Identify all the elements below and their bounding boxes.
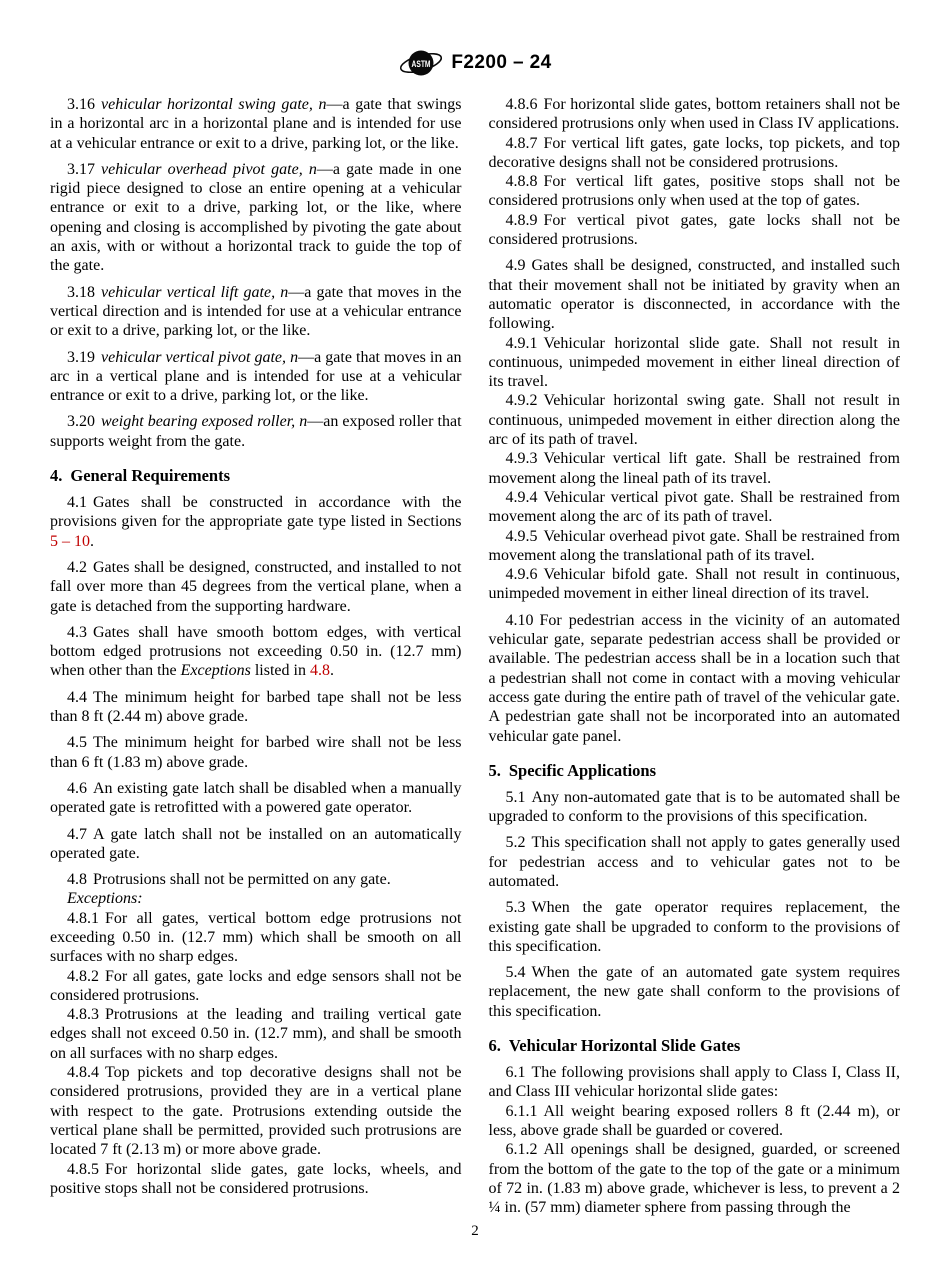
text-segment: weight bearing exposed roller, n (101, 413, 308, 431)
text-segment: Vehicular vertical lift gate. Shall be restrained from movement along the lineal path of its travel. (488, 450, 900, 487)
clause-4-3 (50, 623, 462, 681)
clause-number: 4.8.8 (505, 173, 538, 191)
text-segment: For vertical pivot gates, gate locks shall not be considered protrusions. (488, 211, 900, 249)
clause-5-2 (489, 833, 901, 891)
clause-number: 4.8.9 (505, 211, 538, 229)
text-segment: General Requirements (70, 466, 231, 486)
definition-3-17 (50, 160, 462, 276)
text-segment: For all gates, vertical bottom edge protrusions not exceeding 0.50 in. (12.7 mm) which shall be smooth on all surfaces with no sharp edges. (50, 909, 462, 966)
clause-4-6 (50, 779, 462, 818)
definition-3-16 (50, 95, 462, 153)
text-segment: A gate latch shall not be installed on an automatically operated gate. (50, 825, 462, 862)
clause-number: 4.1 (67, 494, 87, 512)
clause-number: 6.1.1 (505, 1102, 538, 1120)
clause-number: 6.1.2 (505, 1141, 538, 1159)
text-segment: Exceptions: (67, 890, 143, 908)
clause-number: 5.3 (505, 899, 526, 917)
text-segment: Vehicular Horizontal Slide Gates (508, 1036, 741, 1056)
text-segment: —a gate that moves in the vertical direction and is intended for use at a vehicular entrance or exit to a drive, parking lot, or the like. (50, 283, 462, 340)
clause-number: 5.1 (505, 788, 526, 806)
text-segment: Exceptions (180, 662, 251, 680)
text-segment: —an exposed roller that supports weight from the gate. (50, 413, 462, 450)
text-segment: vehicular vertical lift gate, n (101, 283, 289, 301)
clause-number: 4.2 (67, 558, 87, 576)
clause-5-4 (489, 963, 901, 1021)
text-segment: For pedestrian access in the vicinity of an automated vehicular gate, separate pedestrian access shall be provided or available. The pedestrian access shall be in a location such that a pedestrian shall not come in contact with a moving vehicular access gate during the entire path of travel of the vehicular gate. A pedestrian gate shall not be incorporated into an automated vehicular gate panel. (488, 611, 900, 745)
clause-number: 4.8.5 (67, 1160, 99, 1178)
clause-5-1 (489, 788, 901, 827)
clause-number: 5. (488, 760, 501, 780)
clause-number: 3.20 (67, 413, 95, 431)
clause-4-8-3 (50, 1005, 462, 1063)
clause-number: 4.10 (505, 611, 534, 629)
text-segment: listed in (250, 662, 310, 680)
text-segment: Vehicular horizontal swing gate. Shall not result in continuous, unimpeded movement in either direction along the arc of its path of travel. (488, 392, 900, 449)
page-number: 2 (471, 1223, 479, 1239)
clause-4-5 (50, 733, 462, 772)
text-segment: Top pickets and top decorative designs shall not be considered protrusions, provided they are in a vertical plane with respect to the gate. Protrusions extending outside the vertical plane shall be permitted, provided such protrusions are located 7 ft (2.13 m) or more above grade. (50, 1064, 462, 1159)
heading-5 (489, 761, 901, 781)
clause-4-8-6 (489, 95, 901, 134)
text-segment: All weight bearing exposed rollers 8 ft (2.44 m), or less, above grade shall be guarded or covered. (488, 1102, 900, 1139)
cross-reference-link[interactable]: 4.8 (309, 662, 330, 680)
text-segment: Specific Applications (508, 760, 657, 780)
text-segment: The minimum height for barbed wire shall not be less than 6 ft (1.83 m) above grade. (50, 734, 462, 771)
text-segment: Gates shall be designed, constructed, and installed such that their movement shall not be initiated by gravity when an automatic operator is disconnected, in accordance with the following. (488, 257, 900, 333)
clause-4-9-1 (489, 334, 901, 392)
text-segment: Vehicular bifold gate. Shall not result in continuous, unimpeded movement in either lineal direction of its travel. (488, 566, 900, 603)
cross-reference-link[interactable]: 5 – 10 (50, 532, 90, 550)
definition-3-19 (50, 348, 462, 406)
text-segment: For vertical lift gates, positive stops shall not be considered protrusions only when used at the top of gates. (488, 173, 900, 210)
clause-4-8-5 (50, 1160, 462, 1199)
text-segment: The minimum height for barbed tape shall not be less than 8 ft (2.44 m) above grade. (50, 688, 462, 726)
heading-4 (50, 466, 462, 486)
clause-number: 5.2 (505, 834, 526, 852)
text-segment: Gates shall be designed, constructed, and installed to not fall over more than 45 degrees from the vertical plane, when a gate is detached from the supporting hardware. (50, 558, 462, 615)
clause-6-1-2 (489, 1140, 901, 1217)
document-body (50, 95, 900, 1217)
clause-number: 4.8.2 (67, 967, 99, 985)
clause-4-9-5 (489, 527, 901, 566)
clause-number: 3.18 (67, 283, 95, 301)
clause-number: 3.19 (67, 348, 95, 366)
clause-number: 5.4 (505, 964, 526, 982)
clause-number: 6. (488, 1036, 501, 1056)
text-segment: Vehicular overhead pivot gate. Shall be restrained from movement along the translational path of its travel. (488, 527, 900, 564)
clause-number: 4.9 (505, 257, 526, 275)
clause-number: 4.8.6 (505, 96, 538, 113)
text-segment: Gates shall be constructed in accordance with the provisions given for the appropriate gate type listed in Sections (50, 494, 462, 531)
text-segment: All openings shall be designed, guarded, or screened from the bottom of the gate to the top of the gate or a minimum of 72 in. (1.83 m) above grade, whichever is less, to prevent a 2 ¼ in. (57 mm) diameter sphere from passing through the (488, 1141, 900, 1217)
right-column (489, 95, 901, 1217)
clause-number: 4.9.5 (505, 527, 538, 545)
clause-4-8 (50, 870, 462, 889)
clause-4-8-7 (489, 134, 901, 173)
text-segment: For all gates, gate locks and edge sensors shall not be considered protrusions. (50, 967, 462, 1004)
clause-4-1 (50, 493, 462, 551)
clause-4-7 (50, 825, 462, 864)
clause-4-9-4 (489, 488, 901, 527)
text-segment: Vehicular horizontal slide gate. Shall not result in continuous, unimpeded movement in either lineal direction of its travel. (488, 334, 900, 391)
text-segment: For vertical lift gates, gate locks, top pickets, and top decorative designs shall not be considered protrusions. (488, 134, 900, 171)
text-segment: vehicular horizontal swing gate, n (101, 96, 327, 113)
clause-4-9-2 (489, 391, 901, 449)
clause-4-8-9 (489, 211, 901, 250)
heading-6 (489, 1036, 901, 1056)
clause-number: 4.8.7 (505, 134, 538, 152)
text-segment: . (90, 532, 94, 550)
clause-4-8-2 (50, 967, 462, 1006)
left-column (50, 95, 462, 1217)
label-exceptions (50, 889, 462, 908)
clause-number: 3.16 (67, 96, 95, 113)
text-segment: —a gate made in one rigid piece designed to close an entire opening at a vehicular entrance or exit to a drive, parking lot, or the like, where opening and closing is accomplished by pivoting the gate about an axis, with or without a horizontal track to guide the top of the gate. (50, 160, 462, 275)
clause-number: 4.4 (67, 688, 87, 706)
clause-number: 4.8.1 (67, 909, 99, 927)
clause-4-8-1 (50, 909, 462, 967)
clause-4-9-6 (489, 565, 901, 604)
text-segment: vehicular vertical pivot gate, n (101, 348, 299, 366)
page-header (50, 44, 900, 82)
text-segment: Any non-automated gate that is to be automated shall be upgraded to conform to the provisions of this specification. (488, 788, 900, 826)
svg-text:ASTM: ASTM (411, 59, 431, 70)
text-segment: An existing gate latch shall be disabled when a manually operated gate is retrofitted with a powered gate operator. (50, 779, 462, 817)
clause-number: 4.9.6 (505, 566, 538, 584)
clause-6-1 (489, 1063, 901, 1102)
text-segment: Protrusions shall not be permitted on any gate. (93, 871, 391, 889)
clause-number: 4.7 (67, 825, 87, 843)
text-segment: For horizontal slide gates, bottom retainers shall not be considered protrusions only when used in Class IV applications. (488, 96, 900, 133)
document-designation: F2200 – 24 (451, 52, 552, 73)
text-segment: Gates shall have smooth bottom edges, with vertical bottom edged protrusions not exceeding 0.50 in. (12.7 mm) when other than the (50, 623, 462, 680)
clause-number: 4.8.4 (67, 1064, 99, 1082)
clause-number: 6.1 (505, 1064, 526, 1082)
page-footer (0, 1223, 950, 1240)
text-segment: . (329, 662, 334, 680)
clause-number: 4. (50, 466, 63, 486)
clause-number: 4.6 (67, 779, 87, 797)
clause-number: 4.9.1 (505, 334, 538, 352)
clause-number: 4.3 (67, 623, 87, 641)
definition-3-18 (50, 283, 462, 341)
text-segment: This specification shall not apply to gates generally used for pedestrian access and to vehicular gates not to be automated. (488, 834, 900, 890)
clause-number: 3.17 (67, 160, 95, 178)
text-segment: When the gate of an automated gate system requires replacement, the new gate shall conform to the provisions of this specification. (488, 964, 900, 1020)
clause-4-2 (50, 558, 462, 616)
astm-logo-icon (398, 46, 444, 80)
clause-4-8-8 (489, 172, 901, 211)
definition-3-20 (50, 412, 462, 451)
text-segment: For horizontal slide gates, gate locks, wheels, and positive stops shall not be considered protrusions. (50, 1160, 462, 1197)
text-segment: Protrusions at the leading and trailing vertical gate edges shall not exceed 0.50 in. (12.7 mm), and shall be smooth on all surfaces with no sharp edges. (50, 1006, 462, 1062)
text-segment: When the gate operator requires replacement, the existing gate shall be upgraded to conform to the provisions of this specification. (488, 899, 900, 955)
text-segment: Vehicular vertical pivot gate. Shall be restrained from movement along the arc of its path of travel. (488, 488, 900, 526)
clause-number: 4.9.4 (505, 488, 538, 506)
clause-4-4 (50, 688, 462, 727)
text-segment: vehicular overhead pivot gate, n (101, 160, 317, 178)
text-segment: The following provisions shall apply to Class I, Class II, and Class III vehicular horizontal slide gates: (488, 1064, 900, 1101)
clause-number: 4.5 (67, 734, 87, 752)
clause-number: 4.8.3 (67, 1006, 99, 1024)
clause-4-9-3 (489, 449, 901, 488)
clause-number: 4.9.3 (505, 450, 538, 468)
text-segment: —a gate that swings in a horizontal arc in a horizontal plane and is intended for use at a vehicular entrance or exit to a drive, parking lot, or the like. (50, 96, 462, 152)
clause-4-9 (489, 256, 901, 333)
clause-number: 4.8 (67, 871, 87, 889)
clause-6-1-1 (489, 1102, 901, 1141)
clause-5-3 (489, 898, 901, 956)
clause-4-10 (489, 611, 901, 746)
clause-number: 4.9.2 (505, 392, 538, 410)
text-segment: —a gate that moves in an arc in a vertical plane and is intended for use at a vehicular entrance or exit to a drive, parking lot, or the like. (50, 348, 462, 405)
clause-4-8-4 (50, 1063, 462, 1159)
